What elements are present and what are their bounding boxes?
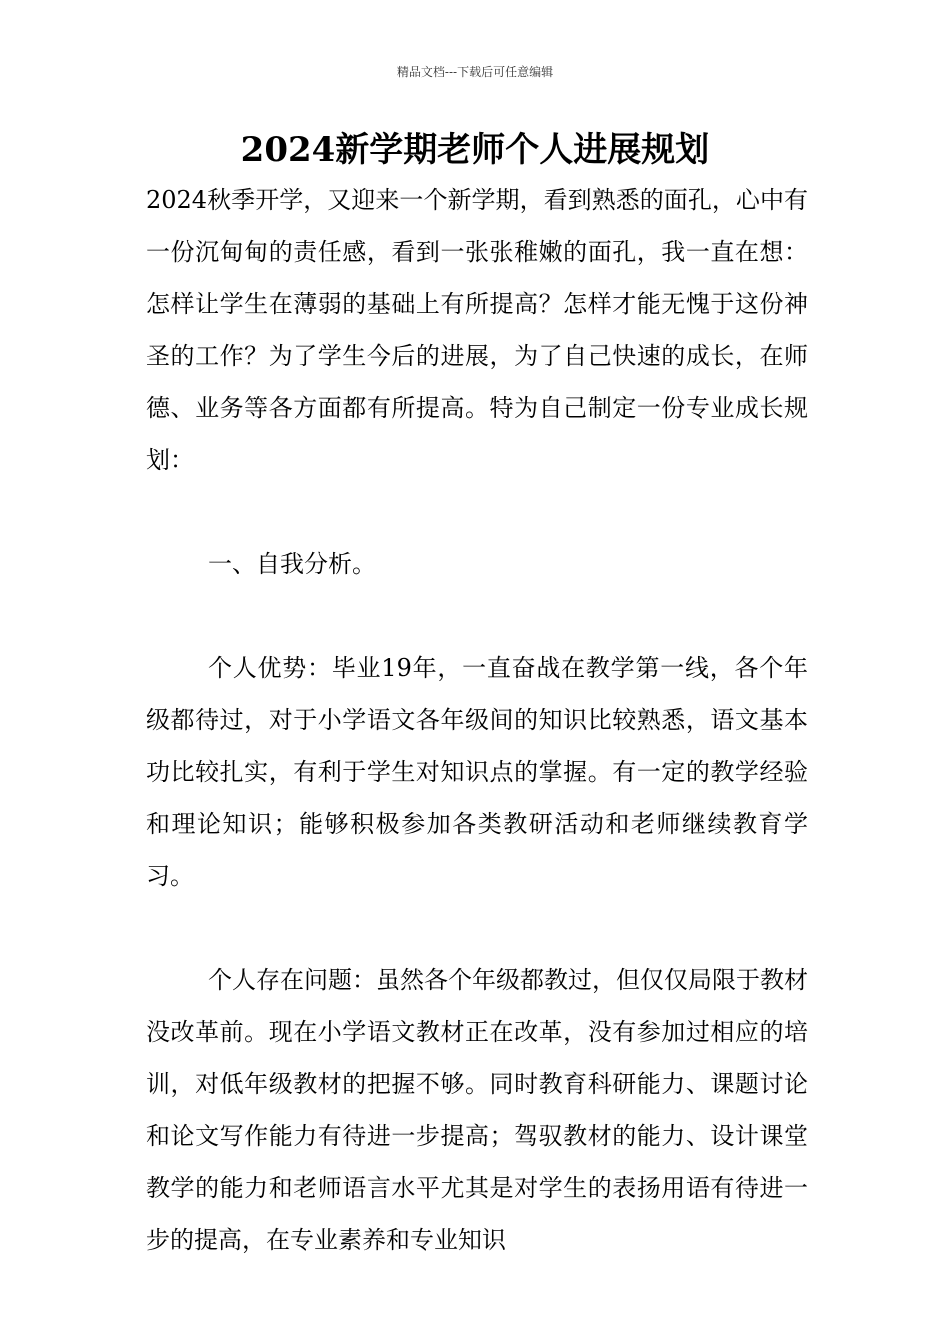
paragraph-strengths: 个人优势：毕业19年，一直奋战在教学第一线，各个年级都待过，对于小学语文各年级间的知识比较熟悉，语文基本功比较扎实，有利于学生对知识点的掌握。有一定的教学经验和理论知识；能够积极参加各类教研活动和老师继续教育学习。 (146, 654, 808, 890)
header-note: 精品文档---下载后可任意编辑 (396, 65, 554, 79)
paragraph-spacer (146, 486, 808, 538)
paragraph-intro: 2024秋季开学，又迎来一个新学期，看到熟悉的面孔，心中有一份沉甸甸的责任感，看到一张张稚嫩的面孔，我一直在想：怎样让学生在薄弱的基础上有所提高？怎样才能无愧于这份神圣的工作？为了学生今后的进展，为了自己快速的成长，在师德、业务等各方面都有所提高。特为自己制定一份专业成长规划： (146, 186, 808, 474)
paragraph-problems: 个人存在问题：虽然各个年级都教过，但仅仅局限于教材没改革前。现在小学语文教材正在改革，没有参加过相应的培训，对低年级教材的把握不够。同时教育科研能力、课题讨论和论文写作能力有待进一步提高；驾驭教材的能力、设计课堂教学的能力和老师语言水平尤其是对学生的表扬用语有待进一步的提高，在专业素养和专业知识 (146, 966, 808, 1254)
document-title: 2024新学期老师个人进展规划 (240, 130, 710, 170)
section-heading-self-analysis: 一、自我分析。 (208, 550, 376, 578)
paragraph-spacer (146, 902, 808, 954)
document-body (146, 174, 808, 1266)
paragraph-spacer (146, 590, 808, 642)
